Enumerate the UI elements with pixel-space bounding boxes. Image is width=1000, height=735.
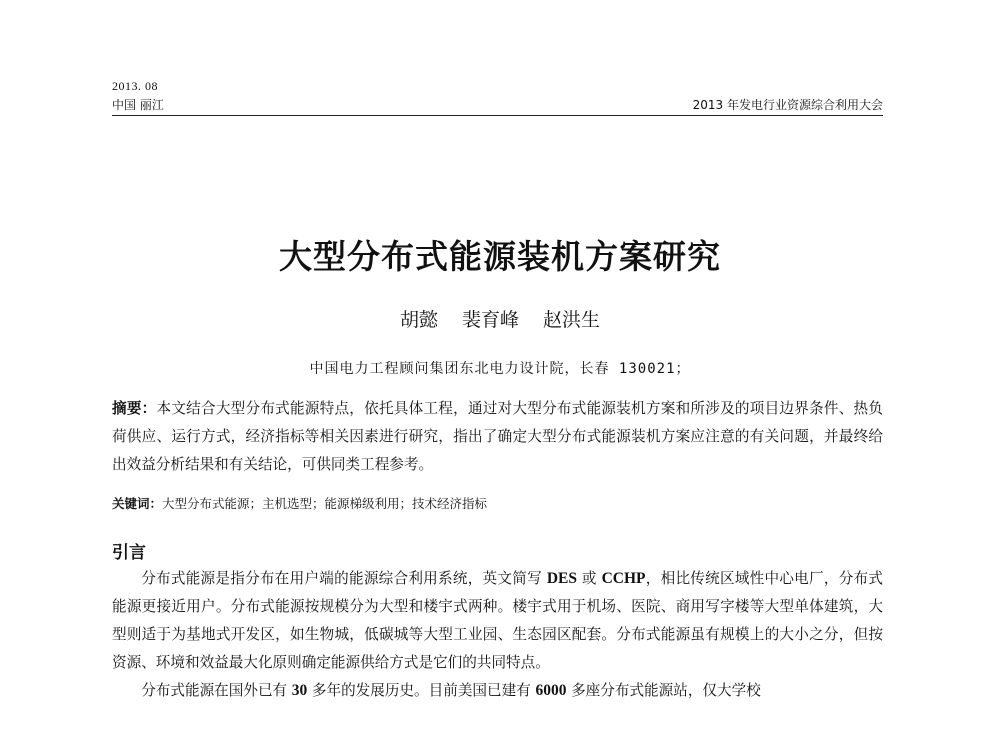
paper-affiliation: 中国电力工程顾问集团东北电力设计院，长春 130021； [309, 361, 691, 377]
p1-cchp: CCHP [601, 570, 646, 587]
p1-text-b: 或 [576, 570, 602, 587]
p1-des: DES [546, 570, 577, 587]
header-rule [112, 115, 883, 116]
abstract-text: 本文结合大型分布式能源特点，依托具体工程，通过对大型分布式能源装机方案和所涉及的项目边界条件、热负荷供应、运行方式，经济指标等相关因素进行研究，指出了确定大型分布式能源装机方案应注意的有关问题，并最终给出效益分析结果和有关结论，可供同类工程参考。 [112, 400, 883, 473]
p2-30: 30 [291, 682, 308, 699]
paragraph-1 [112, 565, 883, 677]
p1-text-c: ，相比传统区域性中心电厂，分布式能源更接近用户。分布式能源按规模分为大型和楼宇式两种。楼宇式用于机场、医院、商用写字楼等大型单体建筑，大型则适于为基地式开发区，如生物城，低碳城等大型工业园、生态园区配套。分布式能源虽有规模上的大小之分，但按资源、环境和效益最大化原则确定能源供给方式是它们的共同特点。 [112, 570, 883, 671]
header-date: 2013. 08 [112, 79, 158, 93]
abstract-label: 摘要： [112, 400, 157, 417]
paper-title: 大型分布式能源装机方案研究 [279, 237, 721, 276]
keywords-label: 关键词： [112, 496, 163, 511]
p1-text-a: 分布式能源是指分布在用户端的能源综合利用系统，英文简写 [141, 570, 547, 587]
p2-text-a: 分布式能源在国外已有 [141, 682, 292, 699]
p2-text-b: 多年的发展历史。目前美国已建有 [307, 682, 536, 699]
paragraph-2 [112, 677, 883, 705]
section-body [112, 565, 883, 705]
p2-text-c: 多座分布式能源站，仅大学校 [566, 682, 761, 699]
p2-6000: 6000 [535, 682, 567, 699]
header-location: 中国 丽江 [112, 98, 164, 112]
abstract [112, 395, 883, 479]
section-heading: 引言 [112, 543, 146, 563]
paper-authors: 胡懿 裴育峰 赵洪生 [399, 309, 601, 331]
keywords-text: 大型分布式能源；主机选型；能源梯级利用；技术经济指标 [162, 496, 488, 511]
header-conference: 2013 年发电行业资源综合利用大会 [692, 98, 883, 112]
keywords [112, 494, 883, 512]
